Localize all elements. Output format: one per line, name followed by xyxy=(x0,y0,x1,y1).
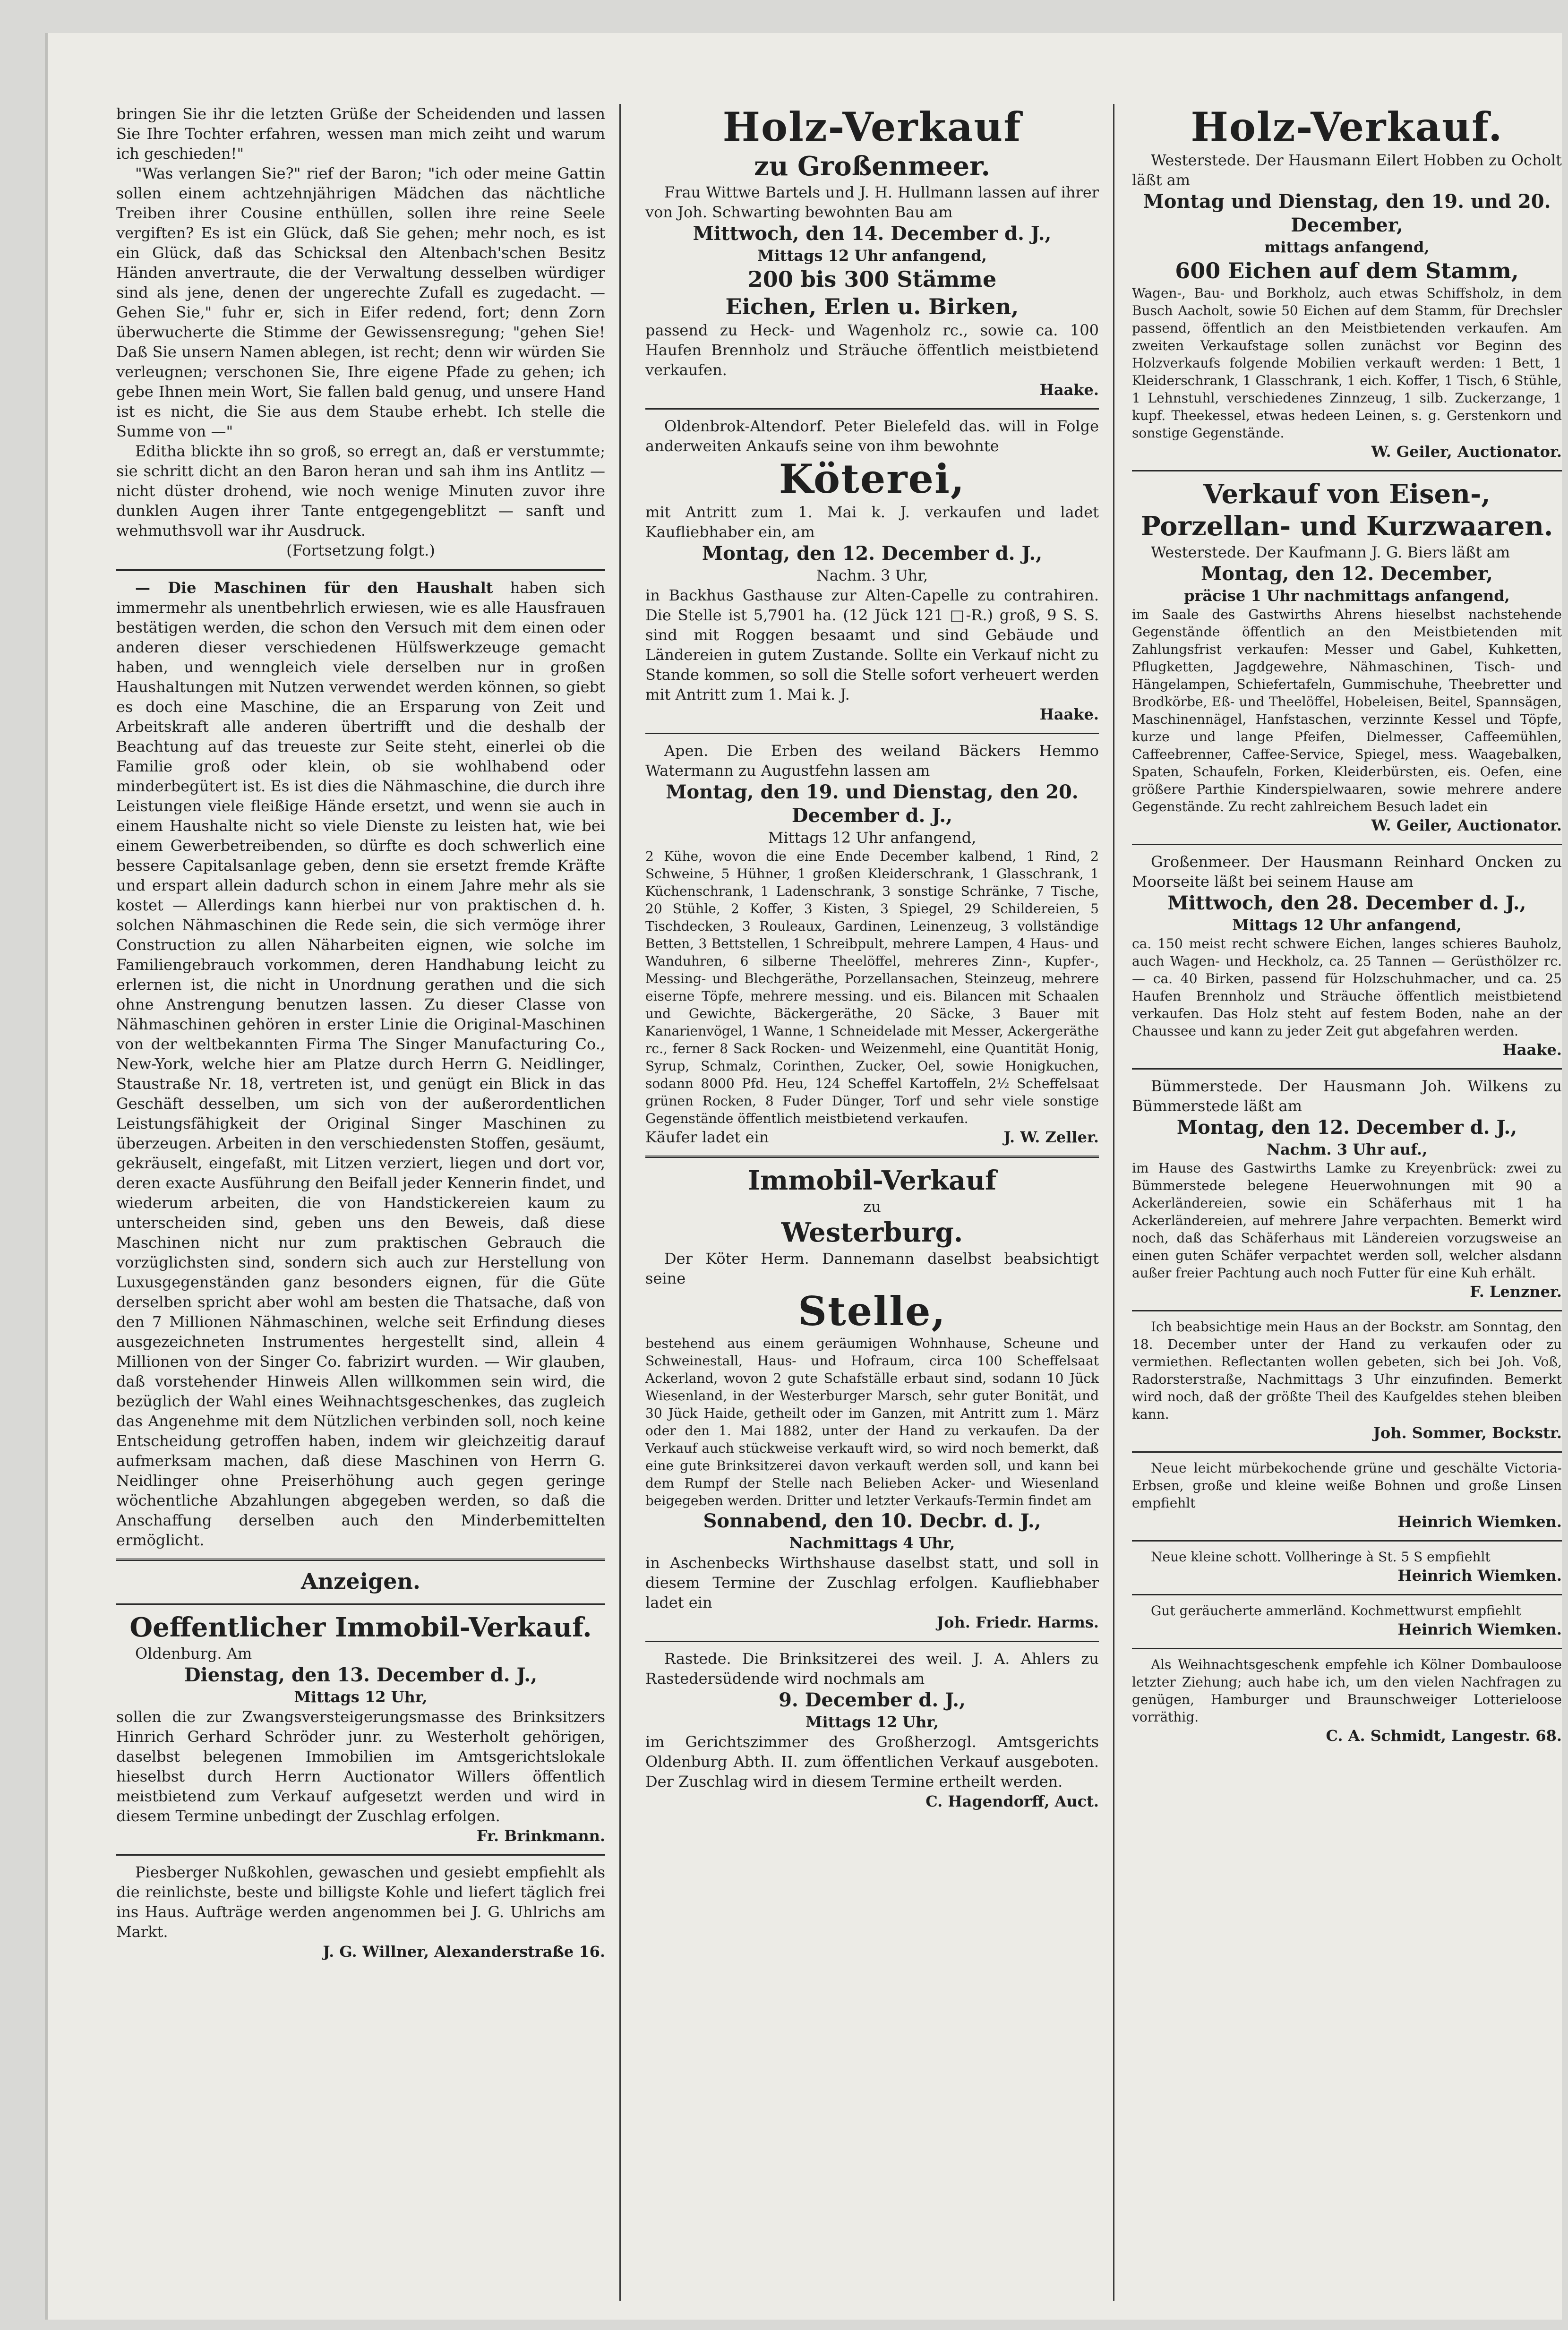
ad-body: Piesberger Nußkohlen, gewaschen und gesiebt empfiehlt als die reinlichste, beste und billigste Kohle und liefert täglich frei ins Haus. Aufträge werden angenommen bei J. G. Uhlrichs am Markt. xyxy=(116,1863,605,1941)
column-right xyxy=(1132,104,1562,2301)
ad-place: Oldenburg. Am xyxy=(135,1645,252,1662)
ad-time: Nachm. 3 Uhr auf., xyxy=(1266,1140,1428,1158)
divider xyxy=(1132,1594,1562,1595)
divider xyxy=(1132,1540,1562,1542)
ad-closing-text: Käufer ladet ein xyxy=(645,1128,769,1146)
ad-zu: zu xyxy=(863,1198,881,1216)
ad-body: in Aschenbecks Wirthshause daselbst statt, und soll in diesem Termine der Zuschlag erfolgen. Kaufliebhaber ladet ein xyxy=(645,1554,1099,1611)
ad-date: Montag, den 12. December, xyxy=(1201,563,1493,585)
ad-date: Montag und Dienstag, den 19. und 20. December, xyxy=(1143,190,1551,236)
ad-intro: Apen. Die Erben des weiland Bäckers Hemmo Watermann zu Augustfehn lassen am xyxy=(645,742,1099,780)
column-rule xyxy=(1113,104,1114,2301)
ad-time: Nachmittags 4 Uhr, xyxy=(789,1534,955,1552)
divider xyxy=(645,1641,1099,1642)
divider xyxy=(1132,844,1562,845)
ad-date: Mittwoch, den 14. December d. J., xyxy=(693,223,1052,245)
ad-signature: W. Geiler, Auctionator. xyxy=(1371,443,1562,461)
divider xyxy=(116,1854,605,1856)
ad-intro: Westerstede. Der Hausmann Eilert Hobben zu Ocholt läßt am xyxy=(1132,151,1562,189)
ad-intro: Großenmeer. Der Hausmann Reinhard Oncken zu Moorseite läßt bei seinem Hause am xyxy=(1132,853,1562,891)
ad-body: Gut geräucherte ammerländ. Kochmettwurst empfiehlt xyxy=(1151,1603,1521,1619)
ad-date: Mittwoch, den 28. December d. J., xyxy=(1167,892,1526,914)
divider xyxy=(116,1559,605,1561)
ad-body: in Backhus Gasthause zur Alten-Capelle zu contrahiren. Die Stelle ist 5,7901 ha. (12 Jück 121 □-R.) groß, 9 S. S. sind mit Roggen besaamt und sind Gebäude und Ländereien in gutem Zustande. Sollte ein Verkauf nicht zu Stande kommen, so soll die Stelle sofort verheuert werden mit Antritt zum 1. Mai k. J. xyxy=(645,586,1099,703)
column-rule xyxy=(619,104,621,2301)
ad-signature: Haake. xyxy=(1502,1041,1562,1059)
ad-signature: W. Geiler, Auctionator. xyxy=(1371,816,1562,834)
newspaper-page xyxy=(45,33,1562,2320)
column-middle xyxy=(645,104,1099,2301)
ad-title: Oeffentlicher Immobil-Verkauf. xyxy=(129,1612,592,1643)
ad-body: ca. 150 meist recht schwere Eichen, langes schieres Bauholz, auch Wagen- und Heckholz, ca. 25 Tannen — Gerüsthölzer rc. — ca. 40 Birken, passend für Holzschuhmacher, und ca. 25 Haufen Brennholz und Sträuche öffentlich meistbietend verkaufen. Das Holz steht auf festem Boden, nahe an der Chaussee und kann zu jeder Zeit gut abgefahren werden. xyxy=(1132,936,1562,1039)
story-paragraph: "Was verlangen Sie?" rief der Baron; "ich oder meine Gattin sollen einem achtzehnjährigen Mädchen das nächtliche Treiben ihrer Cousine enthüllen, sollen ihre reine Seele vergiften? Es ist ein Glück, daß Sie gehen; mehr noch, es ist ein Glück, daß das Schicksal den Altenbach'schen Besitz Händen anvertraute, die der Verwaltung desselben würdiger sind als jene, denen der ungerechte Zufall es zugedacht. — Gehen Sie," fuhr er, sich in Eifer redend, fort; denn Zorn überwucherte die Stimme der Gewissensregung; "gehen Sie! Daß Sie unsern Namen ablegen, ist recht; denn wir würden Sie verleugnen; verschonen Sie, Ihre eigene Pfade zu gehen; ich gebe Ihnen mein Wort, Sie fallen bald genug, und unsere Hand ist es nicht, die Sie aus dem Staube erhebt. Ich stelle die Summe von —" xyxy=(116,164,605,440)
ad-body: im Gerichtszimmer des Großherzogl. Amtsgerichts Oldenburg Abth. II. zum öffentlichen Verkauf ausgeboten. Der Zuschlag wird in diesem Termine ertheilt werden. xyxy=(645,1733,1099,1790)
ad-headline: Köterei, xyxy=(779,455,966,502)
ad-body: im Saale des Gastwirths Ahrens hieselbst nachstehende Gegenstände öffentlich an den Meistbietenden mit Zahlungsfrist verkaufen: Messer und Gabel, Kuhketten, Pflugketten, Jagdgewehre, Nähmaschinen, Tisch- und Hängelampen, Schiefertafeln, Gummischuhe, Theebretter und Brodkörbe, Eß- und Theelöffel, Hobeleisen, Beitel, Spannsägen, Maschinennägel, Hanfstaschen, verzinnte Kessel und Töpfe, kurze und lange Pfeifen, Dielmesser, Caffeemühlen, Caffeebrenner, Caffee-Service, Spiegel, mess. Waagebalken, Spaten, Schaufeln, Forken, Kleiderbürsten, eis. Oefen, eine größere Parthie Kinderspielwaaren, sowie mehrere andere Gegenstände. Zu recht zahlreichem Besuch ladet ein xyxy=(1132,607,1562,814)
ad-time: Mittags 12 Uhr anfangend, xyxy=(768,829,977,847)
ad-time: Mittags 12 Uhr, xyxy=(805,1713,939,1731)
ad-signature: Haake. xyxy=(1039,381,1099,399)
ad-time: Mittags 12 Uhr, xyxy=(294,1688,428,1706)
ad-title: Holz-Verkauf xyxy=(722,104,1022,150)
ad-intro: Der Köter Herm. Dannemann daselbst beabsichtigt seine xyxy=(645,1250,1099,1287)
ad-signature: Joh. Sommer, Bockstr. xyxy=(1373,1424,1562,1442)
ad-time: präcise 1 Uhr nachmittags anfangend, xyxy=(1184,587,1510,605)
ad-body: Als Weihnachtsgeschenk empfehle ich Kölner Dombauloose letzter Ziehung; auch habe ich, um den vielen Nachfragen zu genügen, Hamburger und Braunschweiger Lotterieloose vorräthig. xyxy=(1132,1657,1562,1725)
ad-signature: Fr. Brinkmann. xyxy=(476,1827,605,1845)
ad-signature: Heinrich Wiemken. xyxy=(1397,1567,1562,1585)
ad-closing xyxy=(645,1127,1099,1147)
ad-time: Mittags 12 Uhr anfangend, xyxy=(1232,916,1462,934)
ad-signature: Haake. xyxy=(1039,705,1099,723)
ad-intro: Rastede. Die Brinksitzerei des weil. J. A. Ahlers zu Rastedersüdende wird nochmals am xyxy=(645,1650,1099,1688)
ad-intro: Bümmerstede. Der Hausmann Joh. Wilkens zu Bümmerstede läßt am xyxy=(1132,1077,1562,1115)
ad-body: sollen die zur Zwangsversteigerungsmasse des Brinksitzers Hinrich Gerhard Schröder junr. zu Westerholt gehörigen, daselbst belegenen Immobilien im Amtsgerichtslokale hieselbst durch Herrn Auctionator Willers öffentlich meistbietend zum Verkauf aufgesetzt werden und wird in diesem Termine unbedingt der Zuschlag erfolgen. xyxy=(116,1708,605,1825)
column-left xyxy=(116,104,605,2301)
ad-headline: 600 Eichen auf dem Stamm, xyxy=(1175,258,1519,283)
ad-date: Sonnabend, den 10. Decbr. d. J., xyxy=(703,1510,1041,1532)
ad-signature: C. A. Schmidt, Langestr. 68. xyxy=(1326,1727,1562,1745)
ad-body: Ich beabsichtige mein Haus an der Bockstr. am Sonntag, den 18. December unter der Hand zu verkaufen oder zu vermiethen. Reflectanten wollen gebeten, sich bei Joh. Voß, Radorsterstraße, Nachmittags 3 Uhr einzufinden. Bemerkt wird noch, daß der größte Theil des Kaufgeldes stehen bleiben kann. xyxy=(1132,1319,1562,1422)
story-paragraph: Editha blickte ihn so groß, so erregt an, daß er verstummte; sie schritt dicht an den Baron heran und sah ihm ins Antlitz — nicht düster drohend, wie noch wenige Minuten zuvor ihre dunklen Augen ihrer Tante entgegengeblitzt — sanft und wehmuthsvoll war ihr Ausdruck. xyxy=(116,442,605,540)
divider xyxy=(116,569,605,571)
ad-signature: Heinrich Wiemken. xyxy=(1397,1620,1562,1638)
ad-signature: C. Hagendorff, Auct. xyxy=(925,1792,1099,1810)
ad-signature: J. W. Zeller. xyxy=(1003,1128,1099,1146)
ad-title: Verkauf von Eisen-, Porzellan- und Kurzwaaren. xyxy=(1140,479,1553,542)
ad-intro: Westerstede. Der Kaufmann J. G. Biers läßt am xyxy=(1151,543,1510,561)
ad-headline: Eichen, Erlen u. Birken, xyxy=(725,294,1019,319)
divider xyxy=(116,1603,605,1605)
machines-article xyxy=(116,578,605,1550)
ad-date: Montag, den 12. December d. J., xyxy=(1176,1116,1517,1139)
ad-body: Neue leicht mürbekochende grüne und geschälte Victoria-Erbsen, große und kleine weiße Bohnen und große Linsen empfiehlt xyxy=(1132,1460,1562,1511)
ad-body: Wagen-, Bau- und Borkholz, auch etwas Schiffsholz, in dem Busch Aacholt, sowie 50 Eichen auf dem Stamm, für Drechsler passend, öffentlich an den Meistbietenden verkaufen. Am zweiten Verkaufstage sollen zunächst vor Beginn des Holzverkaufs folgende Mobilien verkauft werden: 1 Bett, 1 Kleiderschrank, 1 Glasschrank, 1 eich. Koffer, 1 Tisch, 6 Stühle, 1 Lehnstuhl, verschiedenes Zinnzeug, 1 silb. Zuckerzange, 1 kupf. Theekessel, etwas hedeen Leinen, s. g. Gerstenkorn und sonstige Gegenstände. xyxy=(1132,285,1562,441)
ad-body: mit Antritt zum 1. Mai k. J. verkaufen und ladet Kaufliebhaber ein, am xyxy=(645,503,1099,541)
ad-headline: 200 bis 300 Stämme xyxy=(747,266,997,292)
ad-date: Dienstag, den 13. December d. J., xyxy=(184,1664,538,1686)
machines-lead: — Die Maschinen für den Haushalt xyxy=(135,579,493,597)
ad-body: Neue kleine schott. Vollheringe à St. 5 S empfiehlt xyxy=(1151,1549,1491,1565)
ad-place: Westerburg. xyxy=(781,1217,963,1248)
ad-date: Montag, den 12. December d. J., xyxy=(702,542,1043,565)
ad-date: 9. December d. J., xyxy=(779,1689,966,1711)
divider xyxy=(645,1156,1099,1158)
divider xyxy=(1132,1648,1562,1649)
story-paragraph: bringen Sie ihr die letzten Grüße der Scheidenden und lassen Sie Ihre Tochter erfahren, wessen man mich zeiht und warum ich geschieden!" xyxy=(116,105,605,163)
ad-body: bestehend aus einem geräumigen Wohnhause, Scheune und Schweinestall, Haus- und Hofraum, circa 100 Scheffelsaat Ackerland, wovon 2 gute Schafställe erbaut sind, sodann 10 Jück Wiesenland, in der Westerburger Marsch, sehr guter Bonität, und 30 Jück Haide, getheilt oder im Ganzen, mit Antritt zum 1. März oder den 1. Mai 1882, unter der Hand zu verkaufen. Da der Verkauf auch stückweise verkauft wird, so wird noch bemerkt, daß eine gute Brinksitzerei davon verkauft werden soll, und kann bei dem Rumpf der Stelle nach Belieben Acker- und Wiesenland beigegeben werden. Dritter und letzter Verkaufs-Termin findet am xyxy=(645,1336,1099,1508)
ad-signature: Joh. Friedr. Harms. xyxy=(937,1613,1099,1631)
divider xyxy=(645,408,1099,410)
ad-headline: Stelle, xyxy=(798,1288,946,1335)
ad-time: mittags anfangend, xyxy=(1264,238,1430,256)
continued-note: (Fortsetzung folgt.) xyxy=(286,541,435,559)
divider xyxy=(1132,1068,1562,1070)
ad-title: Immobil-Verkauf xyxy=(747,1165,997,1196)
ad-signature: F. Lenzner. xyxy=(1470,1283,1562,1301)
ad-body: passend zu Heck- und Wagenholz rc., sowie ca. 100 Haufen Brennholz und Sträuche öffentlich meistbietend verkaufen. xyxy=(645,321,1099,379)
ad-subtitle: zu Großenmeer. xyxy=(754,151,990,182)
divider xyxy=(645,733,1099,734)
ad-body: im Hause des Gastwirths Lamke zu Kreyenbrück: zwei zu Bümmerstede belegene Heuerwohnungen mit 90 a Ackerländereien, sowie ein Schäferhaus mit 1 ha Ackerländereien, auf mehrere Jahre verpachten. Bemerkt wird noch, daß das Schäferhaus mit Ländereien vorzugsweise an einen guten Schäfer verpachtet werden soll, welcher alsdann außer freier Pachtung auch noch Futter für eine Kuh erhält. xyxy=(1132,1160,1562,1281)
divider xyxy=(1132,1451,1562,1453)
ad-intro: Oldenbrok-Altendorf. Peter Bielefeld das. will in Folge anderweiten Ankaufs seine von ihm bewohnte xyxy=(645,417,1099,455)
ad-title: Holz-Verkauf. xyxy=(1191,104,1503,150)
ad-date: Montag, den 19. und Dienstag, den 20. December d. J., xyxy=(666,781,1079,827)
ad-signature: Heinrich Wiemken. xyxy=(1397,1513,1562,1531)
divider xyxy=(1132,1310,1562,1311)
ad-signature: J. G. Willner, Alexanderstraße 16. xyxy=(323,1943,605,1961)
ad-body: 2 Kühe, wovon die eine Ende December kalbend, 1 Rind, 2 Schweine, 5 Hühner, 1 großen Kleiderschrank, 1 Glasschrank, 1 Küchenschrank, 1 Ladenschrank, 3 sonstige Schränke, 7 Tische, 20 Stühle, 2 Koffer, 3 Kisten, 3 Spiegel, 29 Schildereien, 5 Tischdecken, 3 Rouleaux, Gardinen, Leinenzeug, 3 vollständige Betten, 3 Bettstellen, 1 Schreibpult, mehrere Lampen, 4 Haus- und Wanduhren, 6 silberne Theelöffel, mehreres Zinn-, Kupfer-, Messing- und Blechgeräthe, Porzellansachen, Steinzeug, mehrere eiserne Töpfe, mehrere messing. und eis. Bilancen mit Schaalen und Gewichte, Bäckergeräthe, 20 Säcke, 3 Bauer mit Kanarienvögel, 1 Wanne, 1 Schneidelade mit Messer, Ackergeräthe rc., ferner 8 Sack Rocken- und Weizenmehl, eine Quantität Honig, Syrup, Schmalz, Corinthen, Zucker, Oel, sowie Honigkuchen, sodann 8000 Pfd. Heu, 124 Scheffel Kartoffeln, 2½ Scheffelsaat grünen Rocken, 8 Fuder Dünger, Torf und sehr viele sonstige Gegenstände öffentlich meistbietend verkaufen. xyxy=(645,848,1099,1126)
ad-time: Mittags 12 Uhr anfangend, xyxy=(757,247,987,265)
divider xyxy=(1132,470,1562,471)
ad-intro: Frau Wittwe Bartels und J. H. Hullmann lassen auf ihrer von Joh. Schwarting bewohnten Bau am xyxy=(645,183,1099,221)
anzeigen-heading: Anzeigen. xyxy=(301,1568,420,1594)
ad-time: Nachm. 3 Uhr, xyxy=(816,566,928,584)
machines-text: haben sich immermehr als unentbehrlich erwiesen, wie es alle Hausfrauen bestätigen werden, die schon den Versuch mit dem einen oder anderen dieser verschiedenen Hülfswerkzeuge gemacht haben, und wenngleich viele derselben nur in großen Haushaltungen mit Nutzen verwendet werden können, so giebt es doch eine Maschine, die an Ersparung von Zeit und Arbeitskraft alle anderen übertrifft und die deshalb der Beachtung auf das treueste zur Seite steht, einerlei ob die Familie groß oder klein, ob sie wohlhabend oder minderbegütert ist. Es ist dies die Nähmaschine, die durch ihre Leistungen viele fleißige Hände ersetzt, und wenn sie auch in einem Haushalte nicht so viele Dienste zu leisten hat, wie bei einem Gewerbetreibenden, so dürfte es doch schwerlich eine bessere Capitalsanlage geben, denn sie ersetzt fremde Kräfte und erspart allein dadurch schon in einem Jahre mehr als sie kostet — Allerdings kann hierbei nur von praktischen d. h. solchen Nähmaschinen die Rede sein, die sich vermöge ihrer Construction zu allen Näharbeiten eignen, wie solche im Familiengebrauch vorkommen, deren Handhabung leicht zu erlernen ist, die nicht in Unordnung gerathen und die sich ohne Anstrengung benutzen lassen. Zu dieser Classe von Nähmaschinen gehören in erster Linie die Original-Maschinen von der weltbekannten Firma The Singer Manufacturing Co., New-York, welche hier am Platze durch Herrn G. Neidlinger, Staustraße Nr. 18, vertreten ist, und genügt ein Blick in das Geschäft desselben, um sich von der außerordentlichen Leistungsfähigkeit der Original Singer Maschinen zu überzeugen. Arbeiten in den verschiedensten Stoffen, gesäumt, gekräuselt, eingefaßt, mit Litzen verziert, liegen und dort vor, deren exacte Ausführung den Beifall jeder Kennerin findet, und wiederum arbeiten, die von Handstickereien kaum zu unterscheiden sind, geben uns den Beweis, daß diese Maschinen nicht nur zum praktischen Gebrauch die vorzüglichsten sind, sondern sich auch zur Herstellung von Luxusgegenständen ganz besonders eignen, für die Güte derselben spricht aber wohl am besten die Thatsache, daß von den 7 Millionen Nähmaschinen, welche seit Erfindung dieses ausgezeichneten Instrumentes hergestellt sind, allein 4 Millionen von der Singer Co. fabrizirt wurden. — Wir glauben, daß vorstehender Hinweis Allen willkommen sein wird, die bezüglich der Wahl eines Weihnachtsgeschenkes, das zugleich das Angenehme mit dem Nützlichen verbinden soll, noch keine Entscheidung getroffen haben, indem wir gleichzeitig darauf aufmerksam machen, daß diese Maschinen von Herrn G. Neidlinger ohne Preiserhöhung auch gegen geringe wöchentliche Abzahlungen abgegeben werden, so daß die Anschaffung derselben auch den Minderbemittelten ermöglicht. xyxy=(116,579,605,1549)
